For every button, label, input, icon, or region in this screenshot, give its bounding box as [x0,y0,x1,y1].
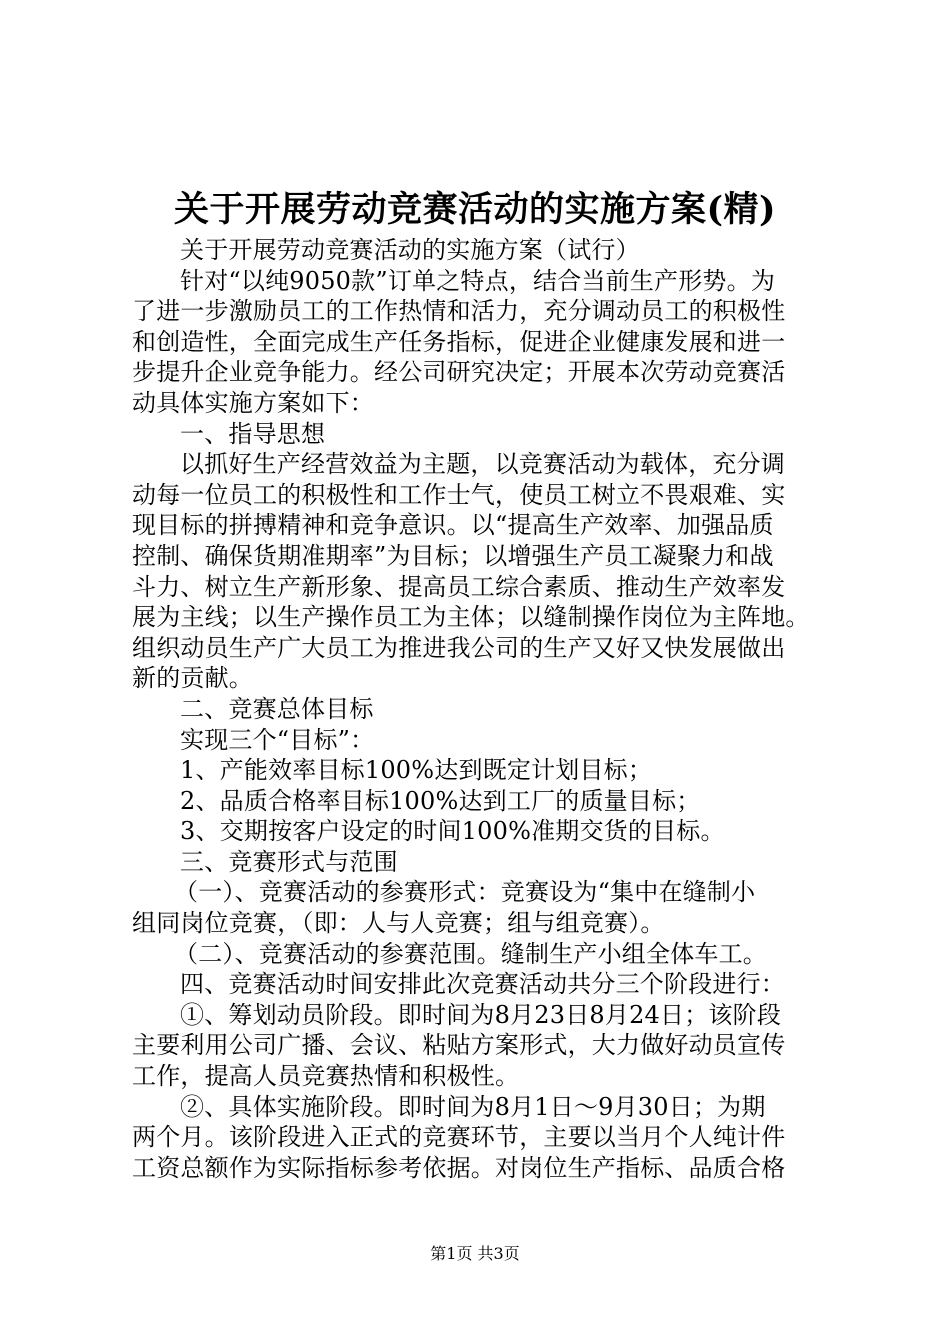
section-heading: 一、指导思想 [180,419,326,448]
paragraph-line: 了进一步激励员工的工作热情和活力，充分调动员工的积极性 [132,297,786,326]
paragraph-line: （二）、竞赛活动的参赛范围。缝制生产小组全体车工。 [174,939,767,968]
section-heading: 四、竞赛活动时间安排此次竞赛活动共分三个阶段进行： [180,970,785,999]
paragraph-line: ①、筹划动员阶段。即时间为8月23日8月24日；该阶段 [180,1000,782,1029]
document-body [132,235,838,1183]
paragraph-line: 组同岗位竞赛，（即：人与人竞赛；组与组竞赛）。 [132,909,665,938]
list-item: 1、产能效率目标100%达到既定计划目标； [180,756,653,785]
section-heading: 二、竞赛总体目标 [180,694,374,723]
paragraph-line: 实现三个“目标”： [180,725,375,754]
paragraph-line: 动每一位员工的积极性和工作士气，使员工树立不畏艰难、实 [132,480,786,509]
paragraph-line: 展为主线；以生产操作员工为主体；以缝制操作岗位为主阵地。 [132,603,810,632]
list-item: 2、品质合格率目标100%达到工厂的质量目标； [180,786,701,815]
paragraph-line: 工资总额作为实际指标参考依据。对岗位生产指标、品质合格 [132,1153,786,1182]
paragraph-line: 以抓好生产经营效益为主题，以竞赛活动为载体，充分调 [180,450,785,479]
paragraph-line: 斗力、树立生产新形象、提高员工综合素质、推动生产效率发 [132,572,786,601]
paragraph-line: 步提升企业竞争能力。经公司研究决定；开展本次劳动竞赛活 [132,358,786,387]
paragraph-line: 两个月。该阶段进入正式的竞赛环节，主要以当月个人纯计件 [132,1123,786,1152]
paragraph-line: （一）、竞赛活动的参赛形式：竞赛设为“集中在缝制小 [174,878,756,907]
paragraph-line: 组织动员生产广大员工为推进我公司的生产又好又快发展做出 [132,633,786,662]
paragraph-line: 控制、确保货期准期率”为目标；以增强生产员工凝聚力和战 [132,541,774,570]
subtitle-line: 关于开展劳动竞赛活动的实施方案（试行） [180,236,640,264]
paragraph-line: 和创造性，全面完成生产任务指标，促进企业健康发展和进一 [132,327,786,356]
paragraph-line: 工作，提高人员竞赛热情和积极性。 [132,1062,520,1091]
paragraph-line: 主要利用公司广播、会议、粘贴方案形式，大力做好动员宣传 [132,1031,786,1060]
section-heading: 三、竞赛形式与范围 [180,847,398,876]
document-title: 关于开展劳动竞赛活动的实施方案(精) [173,189,777,230]
page-number-footer: 第1页 共3页 [430,1244,520,1263]
paragraph-line: 新的贡献。 [132,664,253,693]
paragraph-line: ②、具体实施阶段。即时间为8月1日～9月30日；为期 [180,1092,766,1121]
list-item: 3、交期按客户设定的时间100%准期交货的目标。 [180,817,725,846]
paragraph-line: 针对“以纯9050款”订单之特点，结合当前生产形势。为 [180,266,776,295]
paragraph-line: 现目标的拼搏精神和竞争意识。以“提高生产效率、加强品质 [132,511,774,540]
paragraph-line: 动具体实施方案如下： [132,388,374,417]
